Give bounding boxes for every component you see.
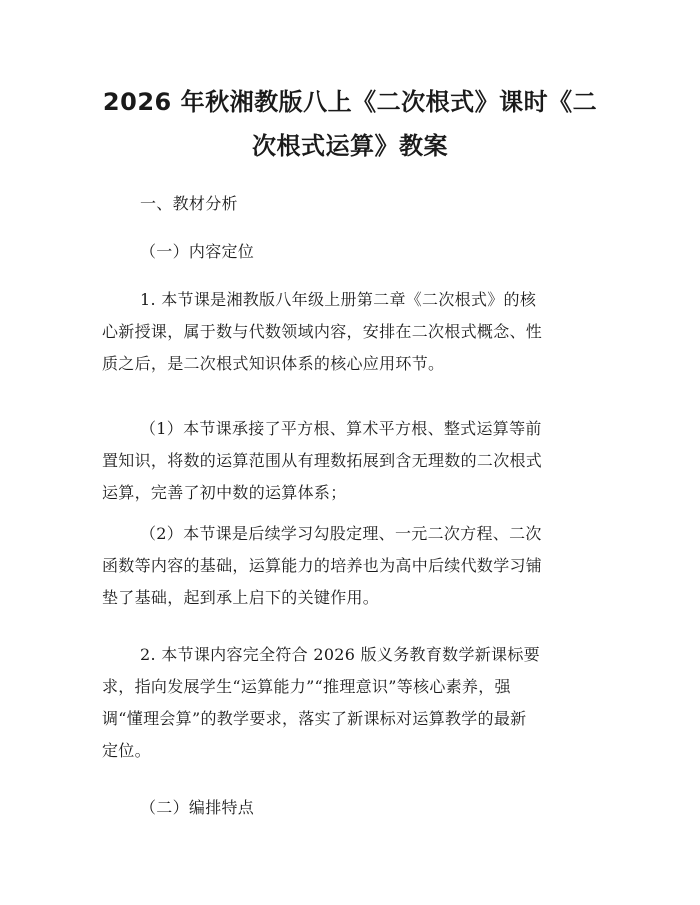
section-heading-textbook-analysis: 一、教材分析 <box>140 194 238 213</box>
paragraph-1 <box>102 284 600 380</box>
paragraph-2-line-3: 运算，完善了初中数的运算体系； <box>102 483 347 502</box>
paragraph-1-line-3: 质之后，是二次根式知识体系的核心应用环节。 <box>102 354 445 373</box>
paragraph-3-line-3: 垫了基础，起到承上启下的关键作用。 <box>102 588 380 607</box>
subsection-heading-arrangement: （二）编排特点 <box>140 798 255 817</box>
title-line-1: 2026 年秋湘教版八上《二次根式》课时《二 <box>102 88 598 116</box>
paragraph-4 <box>102 639 600 767</box>
paragraph-4-line-1: 2. 本节课内容完全符合 2026 版义务教育数学新课标要 <box>140 645 540 664</box>
paragraph-1-line-2: 心新授课，属于数与代数领域内容，安排在二次根式概念、性 <box>102 322 543 341</box>
paragraph-4-line-4: 定位。 <box>102 741 151 760</box>
paragraph-2 <box>102 413 600 509</box>
paragraph-3 <box>102 518 600 614</box>
paragraph-3-line-2: 函数等内容的基础，运算能力的培养也为高中后续代数学习铺 <box>102 556 543 575</box>
paragraph-4-line-3: 调“懂理会算”的教学要求，落实了新课标对运算教学的最新 <box>102 709 527 728</box>
paragraph-4-line-2: 求，指向发展学生“运算能力”“推理意识”等核心素养，强 <box>102 677 511 696</box>
paragraph-1-line-1: 1. 本节课是湘教版八年级上册第二章《二次根式》的核 <box>140 290 537 309</box>
paragraph-3-line-1: （2）本节课是后续学习勾股定理、一元二次方程、二次 <box>140 524 542 543</box>
paragraph-2-line-2: 置知识，将数的运算范围从有理数拓展到含无理数的二次根式 <box>102 451 543 470</box>
document-title <box>95 80 605 168</box>
subsection-heading-content-position: （一）内容定位 <box>140 242 255 261</box>
paragraph-2-line-1: （1）本节课承接了平方根、算术平方根、整式运算等前 <box>140 419 542 438</box>
title-line-2: 次根式运算》教案 <box>252 132 448 160</box>
